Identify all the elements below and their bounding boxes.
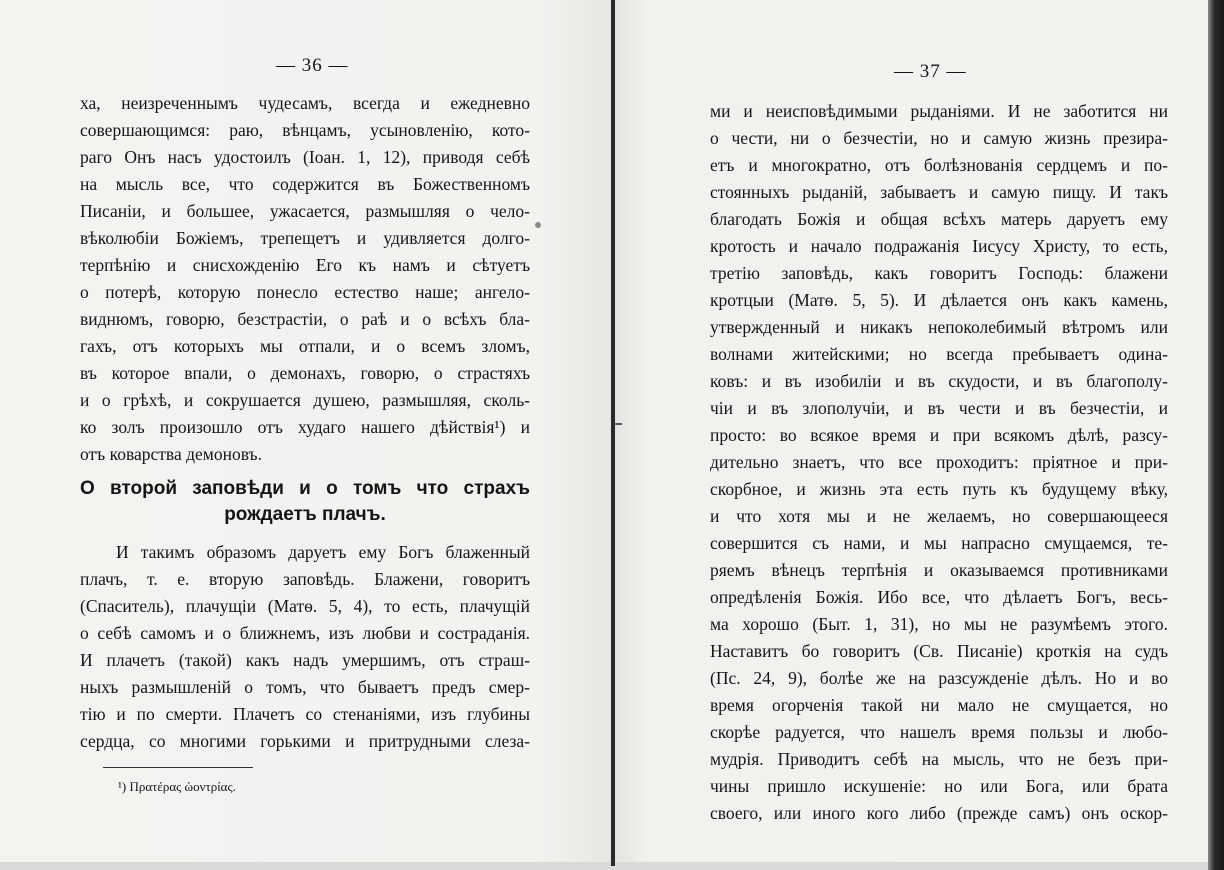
text-line: кротцыи (Матѳ. 5, 5). И дѣлается онъ какъ камень,: [710, 290, 1168, 310]
text-line: стоянныхъ рыданій, забываетъ и самую пищу. И такъ: [710, 182, 1168, 202]
text-line: время огорченія такой ни мало не смущается, но: [710, 695, 1168, 715]
footnote: ¹) Πρατέρας ὠοντρίας.: [118, 779, 236, 794]
text-line: етъ и многократно, отъ болѣзнованія сердцемъ и по-: [710, 155, 1168, 175]
text-line: тію и по смерти. Плачетъ со стенаніями, изъ глубины: [80, 704, 530, 724]
left-paragraph-1: [80, 90, 530, 468]
text-line: ныхъ размышленій о томъ, что бываетъ предъ смер-: [80, 677, 530, 697]
book-edge-shadow: [1208, 0, 1224, 870]
book-gutter: [611, 0, 615, 866]
footnote-rule: [103, 767, 253, 768]
text-line: Наставитъ бо говоритъ (Св. Писаніе) кроткія на судъ: [710, 641, 1168, 661]
margin-dot: [535, 222, 541, 228]
text-line: скорѣе радуется, что нашелъ время пользы и любо-: [710, 722, 1168, 742]
text-line: (Пс. 24, 9), болѣе же на разсужденіе дѣлъ. Но и во: [710, 668, 1168, 688]
text-line: совершится съ нами, и мы напрасно смущаемся, те-: [710, 533, 1168, 553]
section-heading-line-1: О второй заповѣди и о томъ что страхъ: [80, 478, 530, 499]
section-heading-line-2: рождаетъ плачъ.: [224, 504, 386, 525]
text-line: и о грѣхѣ, и сокрушается душею, размышляя, сколь-: [80, 390, 530, 410]
text-line: скорбное, и жизнь эта есть путь къ будущему вѣку,: [710, 479, 1168, 499]
right-paragraph: [710, 98, 1168, 827]
text-line: на мысль все, что содержится въ Божественномъ: [80, 174, 530, 194]
text-line: совершающимся: раю, вѣнцамъ, усыновленію, кото-: [80, 120, 530, 140]
text-line: ха, неизреченнымъ чудесамъ, всегда и ежедневно: [80, 93, 530, 113]
text-line: раго Онъ насъ удостоилъ (Іоан. 1, 12), приводя себѣ: [80, 147, 530, 167]
text-line: въ которое впали, о демонахъ, говорю, о страстяхъ: [80, 363, 530, 383]
page-number-left: — 36 —: [276, 55, 349, 76]
text-line: о чести, ни о безчестіи, но и самую жизнь презира-: [710, 128, 1168, 148]
text-line: терпѣнію и снисхожденію Его къ намъ и сѣтуетъ: [80, 255, 530, 275]
text-line: И такимъ образомъ даруетъ ему Богъ блаженный: [116, 542, 530, 562]
text-line: дительно знаетъ, что все проходитъ: пріятное и при-: [710, 452, 1168, 472]
left-page: [0, 0, 612, 862]
text-line: ковъ: и въ изобиліи и въ скудости, и въ благополу-: [710, 371, 1168, 391]
text-line: плачъ, т. е. вторую заповѣдь. Блажени, говоритъ: [80, 569, 530, 589]
text-line: о потерѣ, которую понесло естество наше; ангело-: [80, 282, 530, 302]
text-line: ко золъ произошло отъ худаго нашего дѣйствія¹) и: [80, 417, 530, 437]
text-line: мудрія. Приводитъ себѣ на мысль, что не безъ при-: [710, 749, 1168, 769]
right-page: [612, 0, 1210, 862]
text-line: благодать Божія и общая всѣхъ матерь даруетъ ему: [710, 209, 1168, 229]
text-line: отъ коварства демоновъ.: [80, 444, 262, 464]
text-line: ряемъ вѣнецъ терпѣнія и оказываемся противниками: [710, 560, 1168, 580]
text-line: утвержденный и никакъ непоколебимый вѣтромъ или: [710, 317, 1168, 337]
text-line: просто: во всякое время и при всякомъ дѣлѣ, разсу-: [710, 425, 1168, 445]
text-line: ма хорошо (Быт. 1, 31), но мы не разумѣемъ этого.: [710, 614, 1168, 634]
text-line: И плачетъ (такой) какъ надъ умершимъ, отъ страш-: [80, 650, 530, 670]
text-line: виднюмъ, говорю, безстрастіи, о раѣ и о всѣхъ бла-: [80, 309, 530, 329]
text-line: сердца, со многими горькими и притрудными слеза-: [80, 731, 530, 751]
text-line: гахъ, отъ которыхъ мы отпали, и о всемъ зломъ,: [80, 336, 530, 356]
text-line: своего, или иного кого либо (прежде самъ) онъ оскор-: [710, 803, 1168, 823]
text-line: Писаніи, и большее, ужасается, размышляя о чело-: [80, 201, 530, 221]
left-paragraph-2: [80, 539, 530, 755]
text-line: кротость и начало подражанія Іисусу Христу, то есть,: [710, 236, 1168, 256]
page-number-right: — 37 —: [894, 61, 967, 82]
text-line: (Спаситель), плачущіи (Матѳ. 5, 4), то есть, плачущій: [80, 596, 530, 616]
text-line: и что хотя мы и не желаемъ, но совершающееся: [710, 506, 1168, 526]
text-line: волнами житейскими; но всегда пребываетъ одина-: [710, 344, 1168, 364]
text-line: чіи и въ злополучіи, и въ чести и въ безчестіи, и: [710, 398, 1168, 418]
text-line: опредѣленія Божія. Ибо все, что дѣлаетъ Богъ, весь-: [710, 587, 1168, 607]
text-line: третію заповѣдь, какъ говоритъ Господь: блажени: [710, 263, 1168, 283]
section-heading: [80, 476, 530, 528]
text-line: вѣколюбіи Божіемъ, трепещетъ и удивляется долго-: [80, 228, 530, 248]
text-line: чины пришло искушеніе: но или Бога, или брата: [710, 776, 1168, 796]
text-line: о себѣ самомъ и о ближнемъ, изъ любви и состраданія.: [80, 623, 530, 643]
text-line: ми и неисповѣдимыми рыданіями. И не заботится ни: [710, 101, 1168, 121]
margin-tick: [614, 423, 622, 425]
